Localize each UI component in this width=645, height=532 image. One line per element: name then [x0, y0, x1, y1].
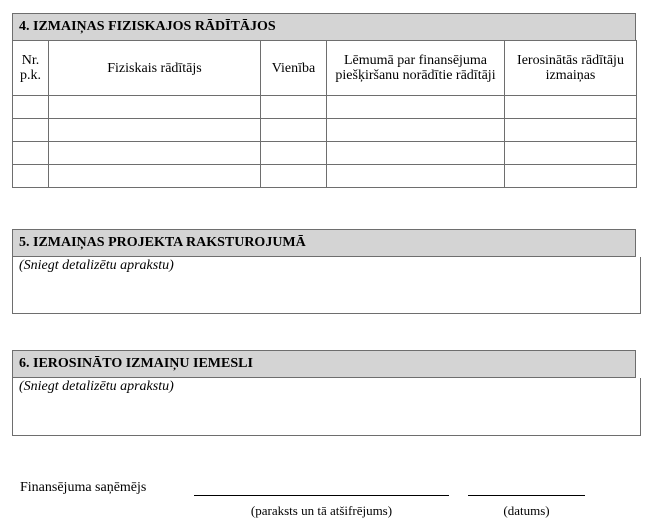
physical-indicators-table [12, 40, 637, 188]
table-cell[interactable] [13, 142, 49, 165]
table-cell[interactable] [505, 165, 637, 188]
section-4-title: 4. IZMAIŅAS FIZISKAJOS RĀDĪTĀJOS [19, 19, 276, 34]
section-5-description-field[interactable] [12, 257, 641, 314]
table-cell[interactable] [13, 119, 49, 142]
table-cell[interactable] [327, 96, 505, 119]
table-row [13, 165, 637, 188]
table-row [13, 119, 637, 142]
table-header-row [13, 41, 637, 96]
table-cell[interactable] [261, 142, 327, 165]
section-6-placeholder: (Sniegt detalizētu aprakstu) [19, 379, 174, 394]
section-6-description-field[interactable] [12, 378, 641, 436]
date-line[interactable] [468, 495, 585, 496]
table-cell[interactable] [13, 165, 49, 188]
recipient-label: Finansējuma saņēmējs [20, 480, 147, 495]
section-5-placeholder: (Sniegt detalizētu aprakstu) [19, 258, 174, 273]
col-header-nr: Nr. p.k. [13, 41, 49, 96]
col-header-proposed-changes: Ierosinātās rādītāju izmaiņas [505, 41, 637, 96]
table-row [13, 142, 637, 165]
table-cell[interactable] [49, 119, 261, 142]
table-cell[interactable] [49, 96, 261, 119]
table-row [13, 96, 637, 119]
table-cell[interactable] [505, 142, 637, 165]
col-header-decision-values: Lēmumā par finansējuma piešķiršanu norādītie rādītāji [327, 41, 505, 96]
table-cell[interactable] [327, 119, 505, 142]
date-caption: (datums) [503, 503, 550, 518]
table-cell[interactable] [327, 142, 505, 165]
col-header-indicator: Fiziskais rādītājs [49, 41, 261, 96]
section-6-title: 6. IEROSINĀTO IZMAIŅU IEMESLI [19, 356, 253, 371]
table-cell[interactable] [13, 96, 49, 119]
table-cell[interactable] [261, 119, 327, 142]
table-cell[interactable] [49, 142, 261, 165]
table-cell[interactable] [49, 165, 261, 188]
signature-caption: (paraksts un tā atšifrējums) [250, 503, 393, 518]
table-cell[interactable] [327, 165, 505, 188]
col-header-unit: Vienība [261, 41, 327, 96]
section-5-title: 5. IZMAIŅAS PROJEKTA RAKSTUROJUMĀ [19, 235, 306, 250]
signature-line[interactable] [194, 495, 449, 496]
table-cell[interactable] [505, 96, 637, 119]
table-cell[interactable] [261, 165, 327, 188]
section-5-header [12, 229, 636, 257]
table-cell[interactable] [261, 96, 327, 119]
table-cell[interactable] [505, 119, 637, 142]
section-6-header [12, 350, 636, 378]
section-4-header [12, 13, 636, 41]
